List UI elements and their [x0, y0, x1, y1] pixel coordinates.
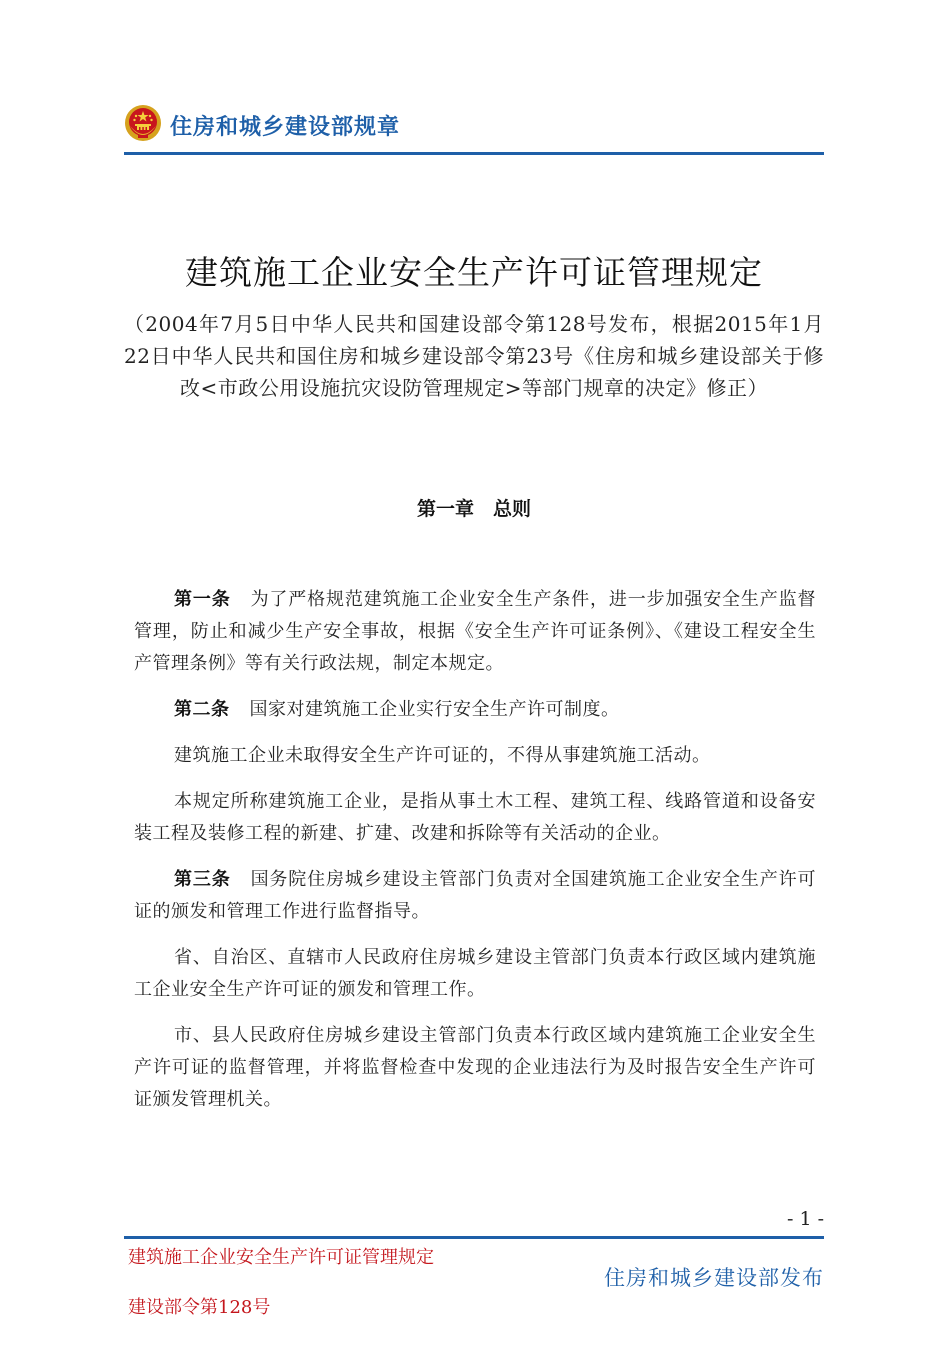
footer-document-name: 建筑施工企业安全生产许可证管理规定 [128, 1247, 434, 1268]
page-number: - 1 - [786, 1208, 824, 1230]
article-paragraph [134, 584, 816, 680]
header-title: 住房和城乡建设部规章 [170, 114, 401, 140]
page-header [124, 104, 824, 156]
paragraph-text: 建筑施工企业未取得安全生产许可证的，不得从事建筑施工活动。 [174, 745, 711, 766]
footer-publisher: 住房和城乡建设部发布 [604, 1266, 824, 1290]
paragraph [134, 942, 816, 1006]
paragraph-text: 国务院住房城乡建设主管部门负责对全国建筑施工企业安全生产许可证的颁发和管理工作进行监督指导。 [134, 869, 816, 922]
article-label: 第二条 [174, 699, 230, 720]
paragraph-text: 为了严格规范建筑施工企业安全生产条件，进一步加强安全生产监督管理，防止和减少生产安全事故，根据《安全生产许可证条例》、《建设工程安全生产管理条例》等有关行政法规，制定本规定。 [134, 589, 816, 674]
footer-divider [124, 1236, 824, 1239]
paragraph [134, 740, 816, 772]
article-label: 第一条 [174, 589, 231, 610]
document-body [134, 584, 816, 1130]
chapter-heading: 第一章 总则 [416, 498, 531, 520]
paragraph-text: 市、县人民政府住房城乡建设主管部门负责本行政区域内建筑施工企业安全生产许可证的监督管理，并将监督检查中发现的企业违法行为及时报告安全生产许可证颁发管理机关。 [134, 1025, 816, 1110]
document-title: 建筑施工企业安全生产许可证管理规定 [185, 253, 763, 292]
paragraph-text: 省、自治区、直辖市人民政府住房城乡建设主管部门负责本行政区域内建筑施工企业安全生产许可证的颁发和管理工作。 [134, 947, 816, 1000]
article-label: 第三条 [174, 869, 231, 890]
document-subtitle: （2004年7月5日中华人民共和国建设部令第128号发布，根据2015年1月22日中华人民共和国住房和城乡建设部令第23号《住房和城乡建设部关于修改<市政公用设施抗灾设防管理规定>等部门规章的决定》修正） [124, 312, 824, 400]
paragraph [134, 786, 816, 850]
article-paragraph [134, 864, 816, 928]
header-divider [124, 152, 824, 155]
paragraph [134, 1020, 816, 1116]
paragraph-text: 本规定所称建筑施工企业，是指从事土木工程、建筑工程、线路管道和设备安装工程及装修工程的新建、扩建、改建和拆除等有关活动的企业。 [134, 791, 816, 844]
article-paragraph [134, 694, 816, 726]
national-emblem-icon [124, 104, 162, 142]
footer-order-number: 建设部令第128号 [128, 1297, 271, 1318]
paragraph-text: 国家对建筑施工企业实行安全生产许可制度。 [249, 699, 620, 720]
